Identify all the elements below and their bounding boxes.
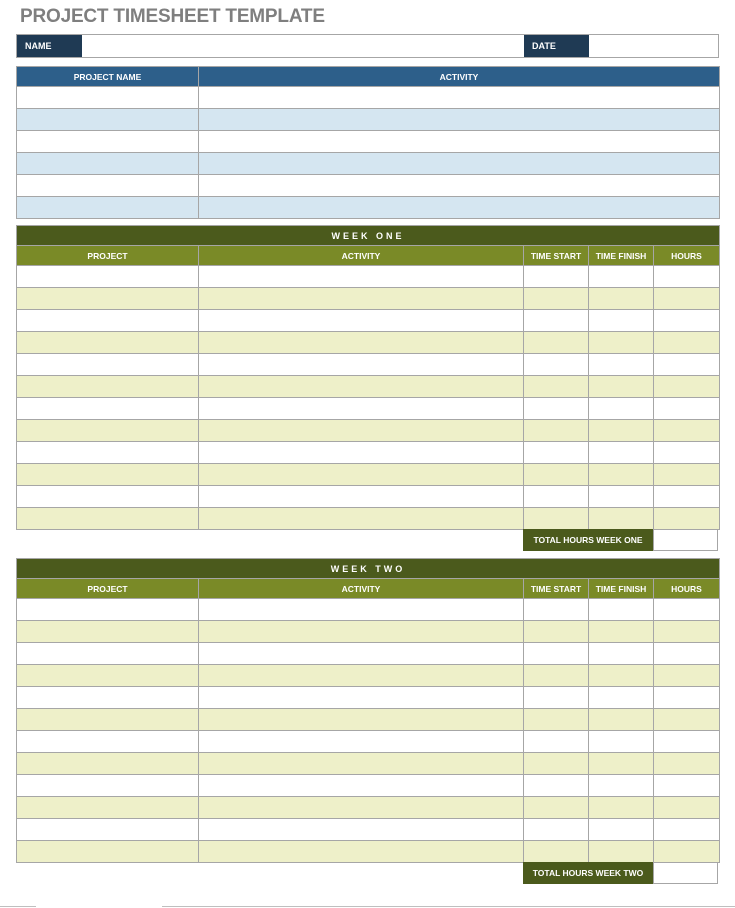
table-cell[interactable] (524, 665, 589, 687)
table-cell[interactable] (589, 709, 654, 731)
table-cell[interactable] (199, 687, 524, 709)
table-cell[interactable] (589, 731, 654, 753)
table-row (17, 464, 720, 486)
table-cell[interactable] (17, 731, 199, 753)
table-cell[interactable] (17, 266, 199, 288)
table-cell[interactable] (17, 819, 199, 841)
table-row (17, 486, 720, 508)
table-cell[interactable] (524, 599, 589, 621)
table-cell[interactable] (524, 819, 589, 841)
table-cell[interactable] (17, 131, 199, 153)
table-cell[interactable] (524, 288, 589, 310)
table-cell[interactable] (17, 288, 199, 310)
table-row (17, 753, 720, 775)
table-cell[interactable] (199, 841, 524, 863)
col-hours: HOURS (654, 246, 720, 266)
table-cell[interactable] (199, 398, 524, 420)
table-cell[interactable] (524, 464, 589, 486)
table-cell[interactable] (589, 420, 654, 442)
week-two-total (523, 862, 718, 884)
table-row (17, 398, 720, 420)
table-cell[interactable] (199, 442, 524, 464)
table-cell[interactable] (654, 797, 720, 819)
table-cell[interactable] (589, 841, 654, 863)
table-cell[interactable] (589, 508, 654, 530)
table-cell[interactable] (199, 376, 524, 398)
table-cell[interactable] (199, 332, 524, 354)
table-cell[interactable] (17, 442, 199, 464)
table-cell[interactable] (199, 109, 720, 131)
table-cell[interactable] (199, 819, 524, 841)
table-row (17, 153, 720, 175)
table-row (17, 687, 720, 709)
table-cell[interactable] (654, 643, 720, 665)
table-row (17, 621, 720, 643)
table-cell[interactable] (524, 486, 589, 508)
table-cell[interactable] (524, 310, 589, 332)
col-time-start: TIME START (524, 579, 589, 599)
table-cell[interactable] (17, 197, 199, 219)
table-row (17, 288, 720, 310)
table-row (17, 131, 720, 153)
table-cell[interactable] (589, 464, 654, 486)
col-activity: ACTIVITY (199, 67, 720, 87)
table-cell[interactable] (524, 508, 589, 530)
table-cell[interactable] (524, 643, 589, 665)
col-hours: HOURS (654, 579, 720, 599)
table-cell[interactable] (524, 841, 589, 863)
col-activity: ACTIVITY (199, 246, 524, 266)
col-project-name: PROJECT NAME (17, 67, 199, 87)
table-cell[interactable] (17, 109, 199, 131)
table-cell[interactable] (199, 153, 720, 175)
table-cell[interactable] (654, 398, 720, 420)
table-cell[interactable] (654, 376, 720, 398)
table-cell[interactable] (17, 398, 199, 420)
table-cell[interactable] (589, 354, 654, 376)
table-cell[interactable] (524, 332, 589, 354)
table-cell[interactable] (654, 332, 720, 354)
table-cell[interactable] (17, 87, 199, 109)
table-cell[interactable] (199, 731, 524, 753)
table-row (17, 841, 720, 863)
table-row (17, 508, 720, 530)
table-row (17, 442, 720, 464)
table-row (17, 109, 720, 131)
table-cell[interactable] (524, 442, 589, 464)
table-cell[interactable] (654, 687, 720, 709)
total-hours-week-two-label: TOTAL HOURS WEEK TWO (523, 862, 653, 884)
table-cell[interactable] (654, 753, 720, 775)
table-row (17, 197, 720, 219)
table-cell[interactable] (17, 310, 199, 332)
table-cell[interactable] (654, 310, 720, 332)
table-cell[interactable] (654, 486, 720, 508)
table-row (17, 175, 720, 197)
date-label: DATE (524, 35, 589, 57)
table-cell[interactable] (17, 486, 199, 508)
table-cell[interactable] (654, 709, 720, 731)
table-row (17, 819, 720, 841)
table-cell[interactable] (17, 797, 199, 819)
col-activity: ACTIVITY (199, 579, 524, 599)
table-cell[interactable] (589, 819, 654, 841)
table-cell[interactable] (589, 665, 654, 687)
table-cell[interactable] (654, 731, 720, 753)
table-cell[interactable] (654, 841, 720, 863)
total-hours-week-two-field[interactable] (653, 862, 718, 884)
table-cell[interactable] (589, 775, 654, 797)
table-cell[interactable] (589, 486, 654, 508)
table-cell[interactable] (17, 508, 199, 530)
table-row (17, 731, 720, 753)
table-cell[interactable] (654, 354, 720, 376)
col-project: PROJECT (17, 246, 199, 266)
table-row (17, 354, 720, 376)
table-row (17, 87, 720, 109)
table-cell[interactable] (589, 797, 654, 819)
week-two-table (16, 558, 720, 863)
table-cell[interactable] (524, 621, 589, 643)
footer-divider (0, 906, 36, 907)
table-cell[interactable] (589, 398, 654, 420)
table-cell[interactable] (654, 621, 720, 643)
table-cell[interactable] (524, 775, 589, 797)
table-cell[interactable] (199, 621, 524, 643)
table-cell[interactable] (524, 398, 589, 420)
table-cell[interactable] (524, 797, 589, 819)
table-row (17, 665, 720, 687)
col-time-finish: TIME FINISH (589, 579, 654, 599)
table-cell[interactable] (17, 621, 199, 643)
table-cell[interactable] (199, 599, 524, 621)
name-field[interactable] (82, 35, 524, 57)
table-cell[interactable] (17, 753, 199, 775)
table-row (17, 797, 720, 819)
table-cell[interactable] (524, 266, 589, 288)
table-cell[interactable] (199, 665, 524, 687)
table-row (17, 420, 720, 442)
table-cell[interactable] (17, 687, 199, 709)
table-cell[interactable] (524, 753, 589, 775)
table-cell[interactable] (17, 643, 199, 665)
table-cell[interactable] (589, 643, 654, 665)
table-row (17, 332, 720, 354)
table-row (17, 599, 720, 621)
table-cell[interactable] (17, 599, 199, 621)
table-cell[interactable] (199, 643, 524, 665)
table-cell[interactable] (199, 354, 524, 376)
table-cell[interactable] (17, 841, 199, 863)
table-cell[interactable] (199, 310, 524, 332)
table-cell[interactable] (17, 420, 199, 442)
table-cell[interactable] (199, 464, 524, 486)
project-activity-table (16, 66, 720, 219)
table-cell[interactable] (524, 687, 589, 709)
page-title: PROJECT TIMESHEET TEMPLATE (20, 6, 325, 27)
table-cell[interactable] (524, 731, 589, 753)
table-cell[interactable] (589, 376, 654, 398)
table-row (17, 310, 720, 332)
table-cell[interactable] (17, 153, 199, 175)
footer-divider (162, 906, 735, 907)
table-cell[interactable] (17, 354, 199, 376)
table-cell[interactable] (589, 753, 654, 775)
table-cell[interactable] (589, 687, 654, 709)
table-cell[interactable] (589, 442, 654, 464)
table-cell[interactable] (199, 709, 524, 731)
table-row (17, 266, 720, 288)
total-hours-week-one-label: TOTAL HOURS WEEK ONE (523, 529, 653, 551)
date-field[interactable] (589, 35, 718, 57)
table-cell[interactable] (589, 310, 654, 332)
table-cell[interactable] (199, 775, 524, 797)
table-cell[interactable] (199, 87, 720, 109)
table-cell[interactable] (17, 464, 199, 486)
table-cell[interactable] (199, 175, 720, 197)
col-time-finish: TIME FINISH (589, 246, 654, 266)
table-cell[interactable] (654, 508, 720, 530)
table-cell[interactable] (589, 266, 654, 288)
table-cell[interactable] (589, 599, 654, 621)
table-row (17, 643, 720, 665)
table-cell[interactable] (524, 709, 589, 731)
table-cell[interactable] (654, 775, 720, 797)
table-cell[interactable] (199, 288, 524, 310)
table-cell[interactable] (654, 819, 720, 841)
table-cell[interactable] (199, 797, 524, 819)
table-cell[interactable] (524, 376, 589, 398)
table-cell[interactable] (17, 709, 199, 731)
table-cell[interactable] (199, 266, 524, 288)
table-cell[interactable] (654, 420, 720, 442)
table-cell[interactable] (17, 175, 199, 197)
table-cell[interactable] (654, 464, 720, 486)
week-one-title: WEEK ONE (17, 226, 720, 246)
table-cell[interactable] (524, 420, 589, 442)
name-label: NAME (17, 35, 82, 57)
week-two-title: WEEK TWO (17, 559, 720, 579)
table-cell[interactable] (17, 376, 199, 398)
table-cell[interactable] (654, 288, 720, 310)
table-cell[interactable] (199, 197, 720, 219)
table-cell[interactable] (654, 266, 720, 288)
table-cell[interactable] (589, 332, 654, 354)
table-cell[interactable] (654, 665, 720, 687)
table-cell[interactable] (17, 775, 199, 797)
name-date-row (16, 34, 719, 58)
table-cell[interactable] (654, 442, 720, 464)
table-cell[interactable] (654, 599, 720, 621)
table-row (17, 775, 720, 797)
table-cell[interactable] (524, 354, 589, 376)
table-cell[interactable] (17, 332, 199, 354)
table-cell[interactable] (199, 420, 524, 442)
table-row (17, 376, 720, 398)
col-project: PROJECT (17, 579, 199, 599)
week-one-table (16, 225, 720, 530)
col-time-start: TIME START (524, 246, 589, 266)
table-cell[interactable] (199, 131, 720, 153)
table-cell[interactable] (589, 288, 654, 310)
table-row (17, 709, 720, 731)
table-cell[interactable] (589, 621, 654, 643)
table-cell[interactable] (199, 486, 524, 508)
week-one-total (523, 529, 718, 551)
total-hours-week-one-field[interactable] (653, 529, 718, 551)
table-cell[interactable] (199, 508, 524, 530)
table-cell[interactable] (17, 665, 199, 687)
table-cell[interactable] (199, 753, 524, 775)
